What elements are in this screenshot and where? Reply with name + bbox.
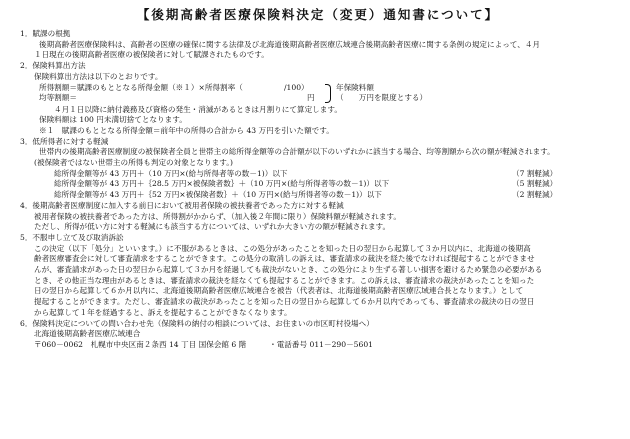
- text-line: 提起することができます。ただし、審査請求の裁決があったことを知った日の翌日から起算して６か月以内であっても、審査請求の裁決の日の翌日: [34, 297, 535, 307]
- text-line: ４月１日以降に納付義務及び資格の発生・消滅があるときは月割りにて算定します。: [54, 104, 342, 114]
- text-line: 保険料算出方法は以下のとおりです。: [34, 71, 163, 81]
- text-line: 齢者医療審査会に対して審査請求をすることができます。この処分の取消しの訴えは、審査請求の裁決を経た後でなければ提起することができませ: [34, 254, 535, 264]
- text-line: 後期高齢者医療保険料は、高齢者の医療の確保に関する法律及び北海道後期高齢者医療広域連合後期高齢者医療に関する条例の規定によって、４月: [39, 39, 541, 49]
- section-appeal: [20, 233, 616, 319]
- section-heading: 1．賦課の根拠: [20, 29, 71, 38]
- section-contact: [20, 319, 616, 351]
- contact-organization: 北海道後期高齢者医療広域連合: [34, 329, 141, 339]
- contact-address-line: [20, 340, 616, 351]
- text-line: 日の翌日から起算して６か月以内に、北海道後期高齢者医療広域連合を被告（代表者は、北海道後期高齢者医療広域連合長となります。）として: [34, 286, 524, 296]
- text-line: んが、審査請求があった日の翌日から起算して３か月を経過しても裁決がないとき、この処分により生ずる著しい損害を避けるため緊急の必要がある: [34, 265, 543, 275]
- text-line: 保険料額は 100 円未満切捨てとなります。: [39, 115, 187, 125]
- formula-block: [20, 83, 616, 105]
- reduction-rate: （7 割軽減）: [512, 168, 558, 178]
- reduction-condition: 総所得金額等が 43 万円＋｛28.5 万円×被保険者数｝＋（10 万円×(給与所得者等の数－1)）以下: [54, 179, 390, 189]
- reduction-rate: （5 割軽減）: [512, 179, 558, 189]
- text-line: (被保険者ではない世帯主の所得も判定の対象となります。): [34, 158, 233, 168]
- contact-address: 〒060－0062 札幌市中央区南２条西 14 丁目 国保会館 6 階: [34, 339, 247, 349]
- annual-premium-label: 年保険料額: [336, 82, 374, 92]
- yen-unit: 円: [307, 92, 315, 102]
- document-title: 【後期高齢者医療保険料決定（変更）通知書について】: [136, 7, 500, 22]
- section-heading: 3．低所得者に対する軽減: [20, 136, 109, 146]
- section-calculation: [20, 61, 616, 137]
- brace-mark: [325, 84, 331, 103]
- text-line: ただし、所得が低い方に対する軽減にも該当する方については、いずれか大きい方の額が軽減されます。: [34, 222, 391, 232]
- text-line: １日現在の後期高齢者医療の被保険者に対して賦課されたものです。: [34, 50, 269, 60]
- limit-note: （ 万円を限度とする）: [336, 92, 428, 102]
- text-line: から起算して１年を経過すると、訴えを提起することができなくなります。: [34, 307, 292, 317]
- text-line: この決定（以下「処分」といいます。）に不服があるときは、この処分があったことを知った日の翌日から起算して３か月以内に、北海道の後期高: [34, 243, 531, 253]
- reduction-condition: 総所得金額等が 43 万円＋｛52 万円×被保険者数｝＋（10 万円×(給与所得者等の数－1)）以下: [54, 190, 382, 200]
- text-line: 被用者保険の被扶養者であった方は、所得割がかからず、（加入後２年間に限り）保険料額が軽減されます。: [34, 211, 401, 221]
- section-heading: 6．保険料決定についての問い合わせ先（保険料の納付の相談については、お住まいの市区町村役場へ）: [20, 318, 374, 328]
- reduction-row: [20, 169, 616, 180]
- section-heading: 4．後期高齢者医療制度に加入する前日において被用者保険の被扶養者であった方に対する軽減: [20, 200, 344, 210]
- contact-phone: ・電話番号 011－290－5601: [269, 339, 373, 349]
- section-dependent-reduction: [20, 201, 616, 233]
- text-line: とき、その他正当な理由があるときは、審査請求の裁決を経なくても提起することができます。この訴えは、審査請求の裁決があったことを知った: [34, 275, 535, 285]
- section-basis: [20, 29, 616, 61]
- section-heading: 2．保険料算出方法: [20, 61, 86, 71]
- section-heading: 5．不服申し立て及び取消訴訟: [20, 232, 124, 242]
- footnote: ※１ 賦課のもととなる所得金額＝前年中の所得の合計から 43 万円を引いた額です。: [39, 125, 334, 135]
- income-rate-value: /100）: [284, 82, 309, 92]
- reduction-condition: 総所得金額等が 43 万円＋（10 万円×(給与所得者等の数－1)）以下: [54, 168, 288, 178]
- reduction-rate: （2 割軽減）: [512, 190, 558, 200]
- income-levy-formula: 所得割額＝賦課のもととなる所得金額（※１）×所得割率（: [39, 82, 243, 92]
- text-line: 世帯内の後期高齢者医療制度の被保険者全員と世帯主の総所得金額等の合計額が以下のいずれかに該当する場合、均等割額から次の額が軽減されます。: [39, 147, 555, 157]
- reduction-row: [20, 179, 616, 190]
- reduction-row: [20, 190, 616, 201]
- section-low-income-reduction: [20, 137, 616, 201]
- per-capita-formula: 均等割額＝: [39, 92, 77, 102]
